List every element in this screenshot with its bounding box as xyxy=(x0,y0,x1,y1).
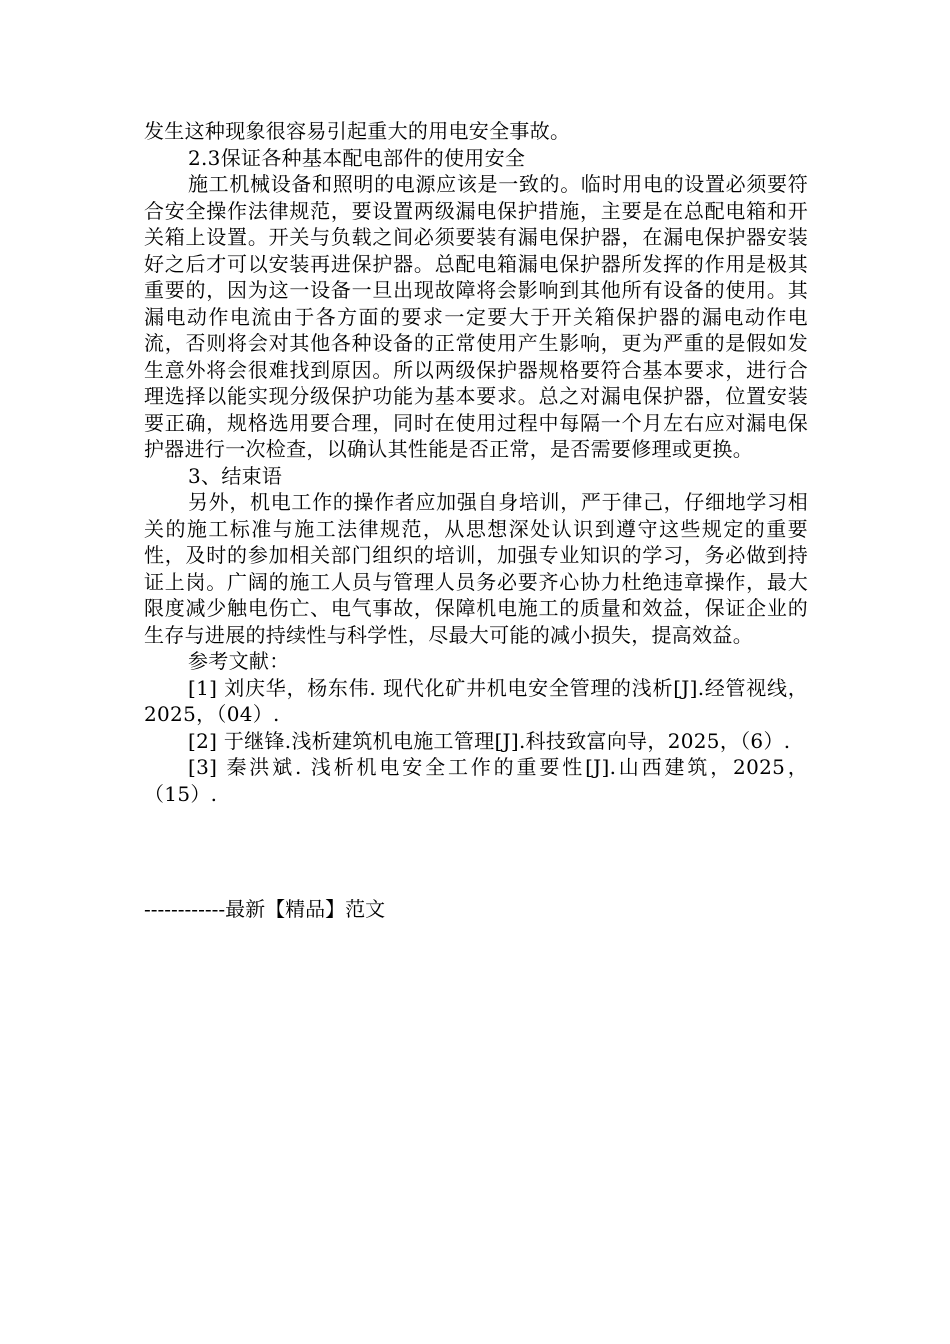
section-3-paragraph: 另外，机电工作的操作者应加强自身培训，严于律己，仔细地学习相关的施工标准与施工法律规范，从思想深处认识到遵守这些规定的重要性，及时的参加相关部门组织的培训，加强专业知识的学习，务必做到持证上岗。广阔的施工人员与管理人员务必要齐心协力杜绝违章操作，最大限度减少触电伤亡、电气事故，保障机电施工的质量和效益，保证企业的生存与进展的持续性与科学性，尽最大可能的减小损失，提高效益。 xyxy=(144,490,808,647)
references-list xyxy=(144,675,808,808)
carryover-paragraph: 发生这种现象很容易引起重大的用电安全事故。 xyxy=(144,119,571,143)
reference-item: [3] 秦洪斌. 浅析机电安全工作的重要性[J].山西建筑，2025，（15）. xyxy=(144,755,808,806)
document-body xyxy=(144,118,808,807)
section-3-heading: 3、结束语 xyxy=(188,463,283,488)
section-2-3-paragraph: 施工机械设备和照明的电源应该是一致的。临时用电的设置必须要符合安全操作法律规范，要设置两级漏电保护措施，主要是在总配电箱和开关箱上设置。开关与负载之间必须要装有漏电保护器，在漏电保护器安装好之后才可以安装再进保护器。总配电箱漏电保护器所发挥的作用是极其重要的，因为这一设备一旦出现故障将会影响到其他所有设备的使用。其漏电动作电流由于各方面的要求一定要大于开关箱保护器的漏电动作电流，否则将会对其他各种设备的正常使用产生影响，更为严重的是假如发生意外将会很难找到原因。所以两级保护器规格要符合基本要求，进行合理选择以能实现分级保护功能为基本要求。总之对漏电保护器，位置安装要正确，规格选用要合理，同时在使用过程中每隔一个月左右应对漏电保护器进行一次检查，以确认其性能是否正常，是否需要修理或更换。 xyxy=(144,172,808,461)
section-2-3-heading: 2.3保证各种基本配电部件的使用安全 xyxy=(188,145,526,170)
references-heading: 参考文献： xyxy=(188,649,290,673)
reference-item: [1] 刘庆华，杨东伟. 现代化矿井机电安全管理的浅析[J].经管视线，2025，（04）. xyxy=(144,675,808,726)
reference-item: [2] 于继锋.浅析建筑机电施工管理[J].科技致富向导，2025，（6）. xyxy=(188,728,791,753)
footer-tagline: ------------最新【精品】范文 xyxy=(144,897,386,921)
